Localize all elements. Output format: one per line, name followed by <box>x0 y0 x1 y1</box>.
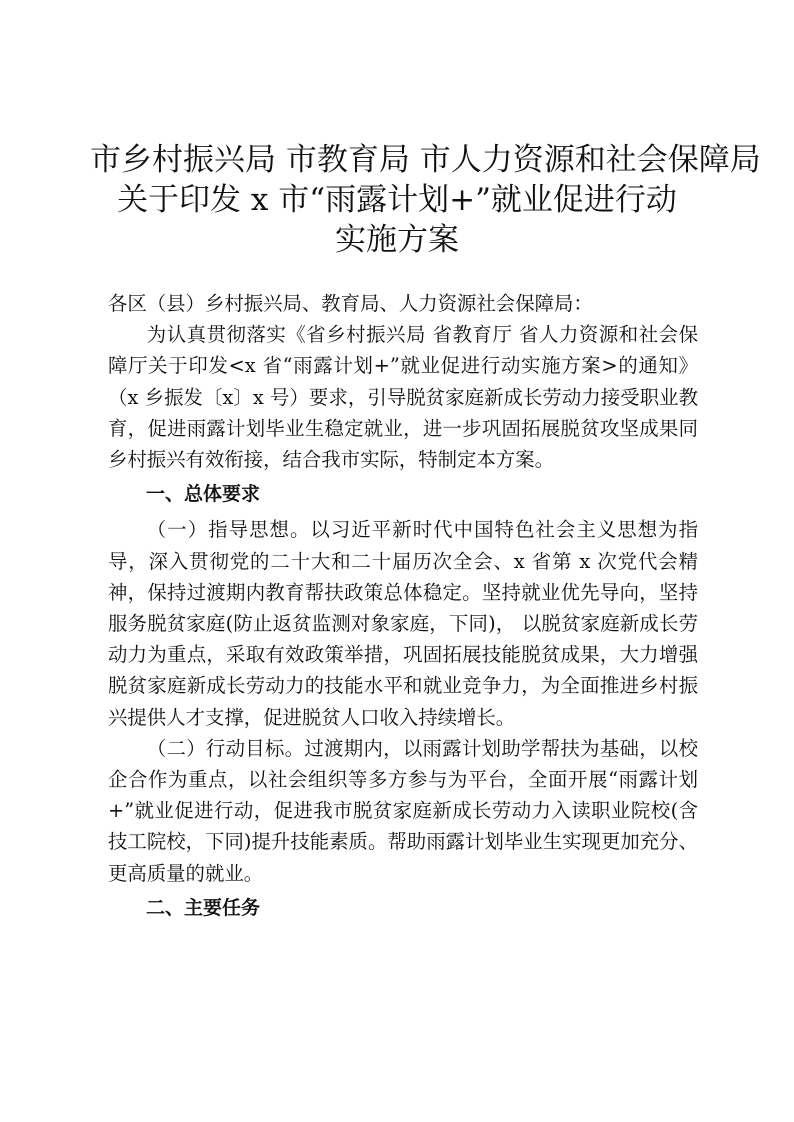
title-line-3: 实施方案 <box>335 222 459 258</box>
document-body <box>108 288 698 924</box>
intro-paragraph: 为认真贯彻落实《省乡村振兴局 省教育厅 省人力资源和社会保障厅关于印发<x 省“雨露计划+”就业促进行动实施方案>的通知》（x 乡振发〔x〕x 号）要求，引导脱贫家庭新成长劳动力接受职业教育，促进雨露计划毕业生稳定就业，进一步巩固拓展脱贫攻坚成果同乡村振兴有效衔接，结合我市实际，特制定本方案。 <box>108 323 698 472</box>
salutation: 各区（县）乡村振兴局、教育局、人力资源社会保障局： <box>108 292 593 315</box>
title-line-2: 关于印发 x 市“雨露计划+”就业促进行动 <box>117 182 677 218</box>
title-line-1: 市乡村振兴局 市教育局 市人力资源和社会保障局 <box>90 142 761 178</box>
guiding-ideology-paragraph: （一）指导思想。以习近平新时代中国特色社会主义思想为指导，深入贯彻党的二十大和二十届历次全会、x 省第 x 次党代会精神，保持过渡期内教育帮扶政策总体稳定。坚持就业优先导向，坚持服务脱贫家庭(防止返贫监测对象家庭，下同)， 以脱贫家庭新成长劳动力为重点，采取有效政策举措，巩固拓展技能脱贫成果，大力增强脱贫家庭新成长劳动力的技能水平和就业竞争力，为全面推进乡村振兴提供人才支撑，促进脱贫人口收入持续增长。 <box>108 518 698 729</box>
action-goal-paragraph: （二）行动目标。过渡期内，以雨露计划助学帮扶为基础，以校企合作为重点，以社会组织等多方参与为平台，全面开展“雨露计划+”就业促进行动，促进我市脱贫家庭新成长劳动力入读职业院校(含技工院校，下同)提升技能素质。帮助雨露计划毕业生实现更加充分、更高质量的就业。 <box>108 736 698 885</box>
section-heading-main-tasks: 二、主要任务 <box>146 896 261 919</box>
section-heading-general-requirements: 一、总体要求 <box>146 483 261 506</box>
document-title <box>90 140 761 260</box>
